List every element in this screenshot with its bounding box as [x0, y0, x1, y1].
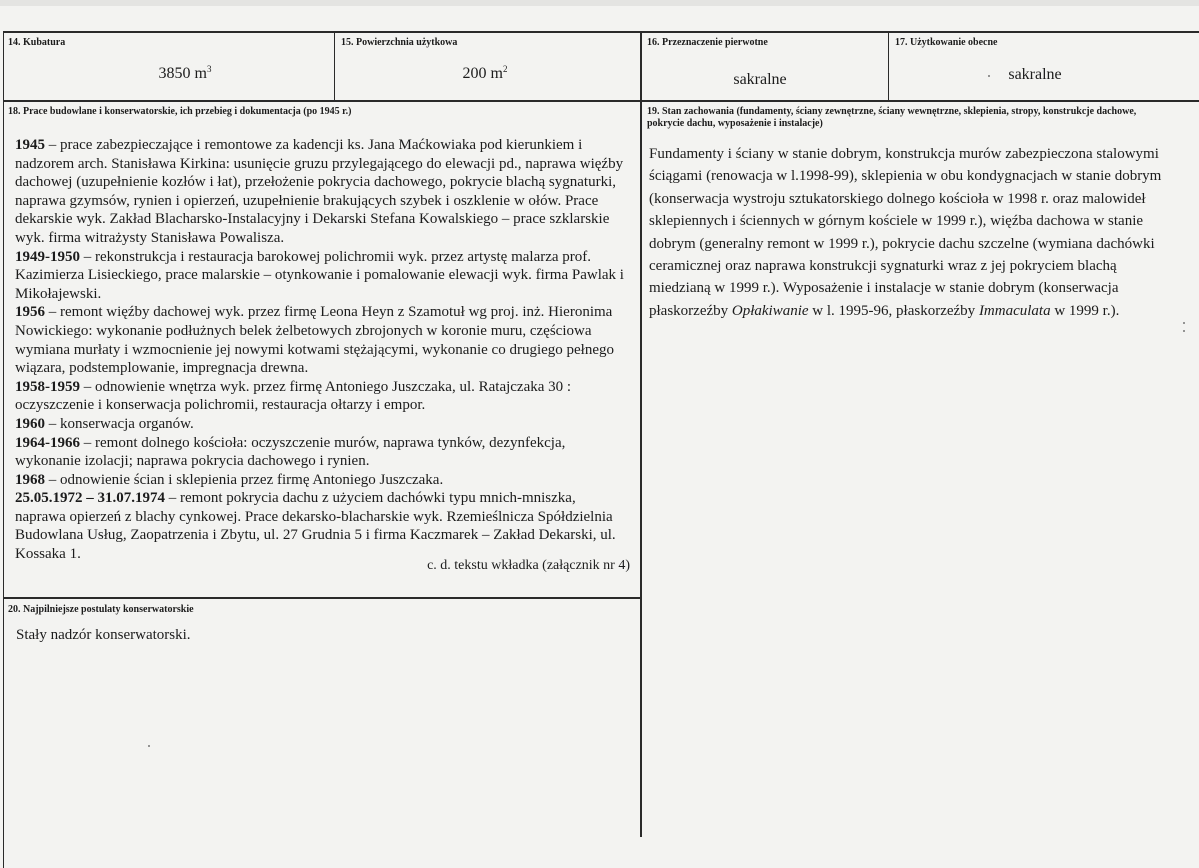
history-entry	[15, 489, 627, 563]
entry-text: – rekonstrukcja i restauracja barokowej polichromii wyk. przez artystę malarza prof. Kazimierza Lisieckiego, prace malarskie – otynkowanie i pomalowanie elewacji wyk. firma Pawlak i Mikołajewski.	[15, 248, 624, 302]
entry-year: 1958-1959	[15, 378, 80, 395]
entry-text: – konserwacja organów.	[45, 415, 194, 432]
entry-year: 1956	[15, 304, 45, 321]
rule-col15	[334, 31, 335, 101]
rule-row2	[3, 100, 1199, 102]
field-18-label: 18. Prace budowlane i konserwatorskie, ich przebieg i dokumentacja (po 1945 r.)	[8, 106, 352, 117]
entry-text: – odnowienie ścian i sklepienia przez firmę Antoniego Juszczaka.	[45, 471, 444, 488]
entry-text: – remont pokrycia dachu z użyciem dachówki typu mnich-mniszka, naprawa opierzeń z blachy cynkowej. Prace dekarsko-blacharskie wyk. Rzemieślnicza Spółdzielnia Budowlana Usług, Zaopatrzenia i Zbytu, ul. 27 Grudnia 5 i firma Kaczmarek – Zakład Dekarski, ul. Kossaka 1.	[15, 490, 616, 563]
field-16-value: sakralne	[733, 71, 787, 88]
field-17-value: sakralne	[1008, 66, 1062, 83]
history-entry	[15, 434, 627, 471]
entry-year: 25.05.1972 – 31.07.1974	[15, 490, 165, 507]
rule-col16	[640, 31, 642, 837]
entry-year: 1960	[15, 415, 45, 432]
area-unit-exponent: 2	[502, 64, 508, 74]
history-entry	[15, 248, 627, 304]
field-19-label: 19. Stan zachowania (fundamenty, ściany zewnętrzne, ściany wewnętrzne, sklepienia, stropy, konstrukcje dachowe, pokrycie dachu, wyposażenie i instalacje)	[647, 106, 1137, 129]
field-20-text: Stały nadzór konserwatorski.	[16, 627, 191, 643]
entry-year: 1964-1966	[15, 434, 80, 451]
kubatura-value: 3850 m	[158, 65, 207, 82]
rule-left-border	[3, 31, 4, 868]
scan-speck	[1183, 330, 1185, 332]
history-entry	[15, 378, 627, 415]
field-18-text	[15, 136, 627, 564]
artwork-title: Opłakiwanie	[731, 302, 809, 319]
history-entry	[15, 303, 627, 377]
artwork-title: Immaculata	[978, 302, 1051, 319]
history-entry	[15, 471, 627, 490]
history-entry	[15, 136, 627, 248]
entry-year: 1945	[15, 137, 45, 153]
continuation-note: c. d. tekstu wkładka (załącznik nr 4)	[427, 558, 630, 573]
field-14-value	[130, 65, 240, 83]
rule-top	[3, 31, 1199, 33]
field-15-label: 15. Powierzchnia użytkowa	[341, 37, 458, 48]
entry-text: – odnowienie wnętrza wyk. przez firmę Antoniego Juszczaka, ul. Ratajczaka 30 : oczyszczenie i konserwacja polichromii, restauracja ołtarzy i empor.	[15, 378, 572, 414]
scan-speck	[1183, 322, 1185, 324]
field-15-value	[430, 65, 540, 83]
area-value: 200 m	[462, 65, 503, 82]
entry-text: – prace zabezpieczające i remontowe za kadencji ks. Jana Maćkowiaka pod kierunkiem i nadzorem arch. Stanisława Kirkina: usunięcie gruzu przylegającego do elewacji pd., naprawa więźby dachowej (uzupełnienie kozłów i łat), przełożenie pokrycia dachowego, pokrycie blachą sygnaturki, naprawa gzymsów, rynien i opierzeń, uzupełnienie brakujących szybek i oszklenie w ołów. Prace dekarskie wyk. Zakład Blacharsko-Instalacyjny i Dekarski Stefana Kowalskiego – prace szklarskie wyk. firma witrażysty Stanisława Powalisza.	[15, 137, 624, 246]
scan-speck	[148, 745, 150, 747]
kubatura-unit-exponent: 3	[206, 64, 212, 74]
entry-text: – remont więźby dachowej wyk. przez firmę Leona Heyn z Szamotuł wg proj. inż. Hieronima Nowickiego: wykonanie podłużnych belek żelbetowych zbrojonych w koronie muru, częściowa wymiana murłaty i wzmocnienie jej nowymi kotwami stężającymi, wykonanie co drugiego pełnego wiązara, podstemplowanie, impregnacja drewna.	[15, 304, 614, 377]
condition-text: w l. 1995-96, płaskorzeźby	[808, 302, 979, 319]
scan-speck	[988, 75, 990, 77]
condition-text: w 1999 r.).	[1050, 302, 1120, 319]
field-17-label: 17. Użytkowanie obecne	[895, 37, 998, 48]
field-19-text	[649, 143, 1169, 322]
field-14-label: 14. Kubatura	[8, 37, 66, 48]
history-entry	[15, 415, 627, 434]
entry-year: 1949-1950	[15, 248, 80, 265]
condition-text: Fundamenty i ściany w stanie dobrym, konstrukcja murów zabezpieczona stalowymi ściągami (renowacja w l.1998-99), sklepienia w obu kondygnacjach w stanie dobrym (konserwacja wystroju sztukatorskiego dolnego kościoła w 1998 r. oraz malowideł sklepiennych i ściennych w górnym kościele w 1999 r.), więźba dachowa w stanie dobrym (generalny remont w 1999 r.), pokrycie dachu szczelne (wymiana dachówki ceramicznej oraz naprawa konstrukcji sygnaturki wraz z jej pokryciem blachą miedzianą w 1999 r.). Wyposażenie i instalacje w stanie dobrym (konserwacja płaskorzeźby	[649, 146, 1162, 319]
field-20-label: 20. Najpilniejsze postulaty konserwatorskie	[8, 604, 194, 615]
field-16-label: 16. Przeznaczenie pierwotne	[647, 37, 768, 48]
entry-text: – remont dolnego kościoła: oczyszczenie murów, naprawa tynków, dezynfekcja, wykonanie izolacji; naprawa pokrycia dachowego i rynien.	[15, 434, 566, 470]
scan-edge	[0, 0, 1199, 6]
entry-year: 1968	[15, 471, 45, 488]
rule-col17	[888, 31, 889, 101]
rule-row20	[3, 597, 641, 599]
